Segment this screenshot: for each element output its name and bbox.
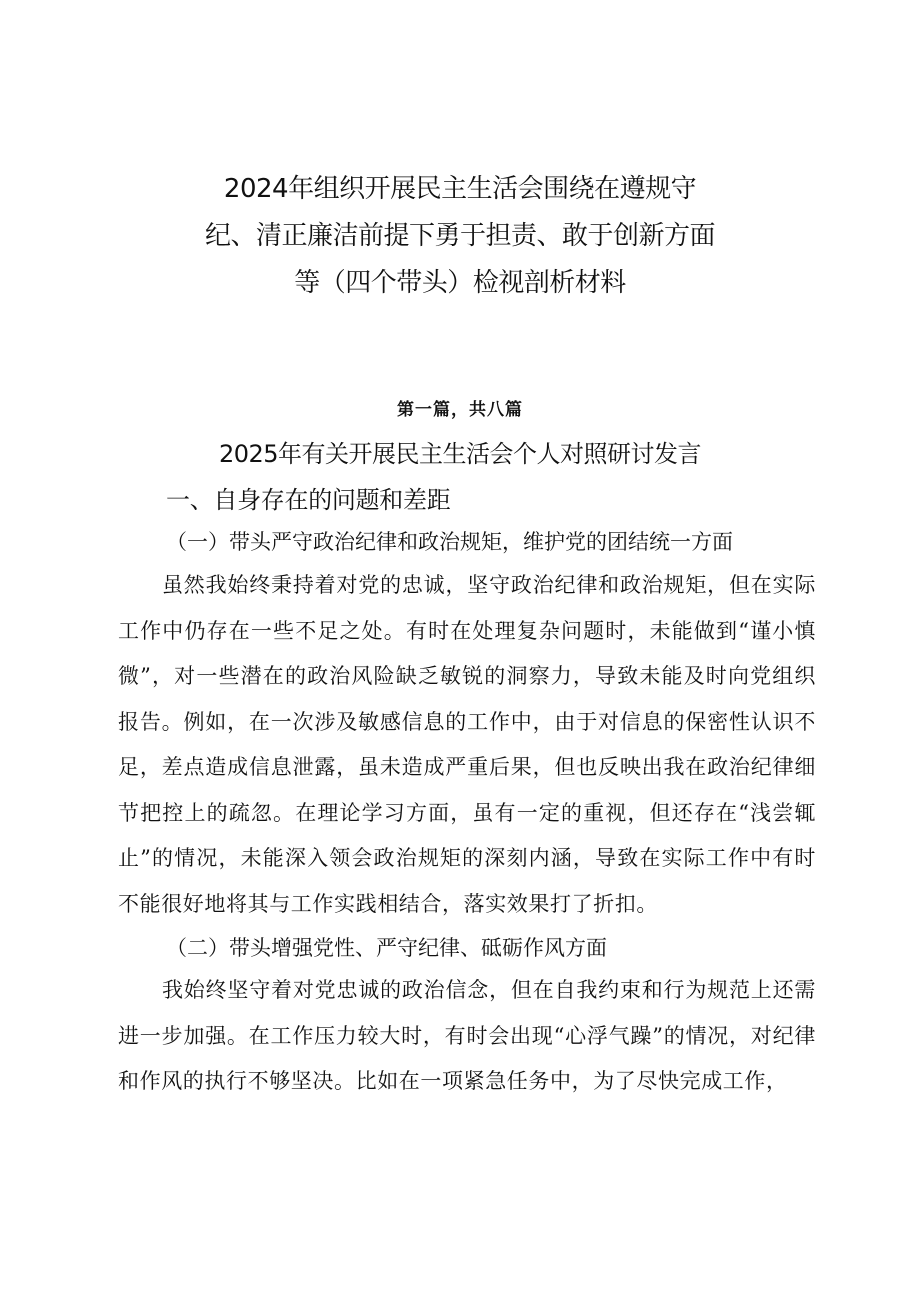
- main-title-line-1: 2024年组织开展民主生活会围绕在遵规守: [223, 174, 697, 204]
- subheading-party-spirit: （二）带头增强党性、严守纪律、砥砺作风方面: [166, 936, 607, 960]
- subheading-political-discipline: （一）带头严守政治纪律和政治规矩，维护党的团结统一方面: [166, 530, 733, 554]
- main-title-line-3: 等（四个带头）检视剖析材料: [294, 268, 626, 298]
- paragraph-political-discipline: 虽然我始终秉持着对党的忠诚，坚守政治纪律和政治规矩，但在实际工作中仍存在一些不足之处。有时在处理复杂问题时，未能做到“谨小慎微”，对一些潜在的政治风险缺乏敏锐的洞察力，导致未能及时向党组织报告。例如，在一次涉及敏感信息的工作中，由于对信息的保密性认识不足，差点造成信息泄露，虽未造成严重后果，但也反映出我在政治纪律细节把控上的疏忽。在理论学习方面，虽有一定的重视，但还存在“浅尝辄止”的情况，未能深入领会政治规矩的深刻内涵，导致在实际工作中有时不能很好地将其与工作实践相结合，落实效果打了折扣。: [118, 573, 816, 916]
- main-title: [120, 166, 800, 307]
- section-heading: 一、自身存在的问题和差距: [166, 486, 451, 514]
- main-title-line-2: 纪、清正廉洁前提下勇于担责、敢于创新方面: [204, 221, 715, 251]
- part-label: 第一篇，共八篇: [397, 400, 523, 420]
- paragraph-party-spirit: 我始终坚守着对党忠诚的政治信念，但在自我约束和行为规范上还需进一步加强。在工作压力较大时，有时会出现“心浮气躁”的情况，对纪律和作风的执行不够坚决。比如在一项紧急任务中，为了尽快完成工作，: [118, 978, 816, 1093]
- sub-title: 2025年有关开展民主生活会个人对照研讨发言: [218, 440, 702, 468]
